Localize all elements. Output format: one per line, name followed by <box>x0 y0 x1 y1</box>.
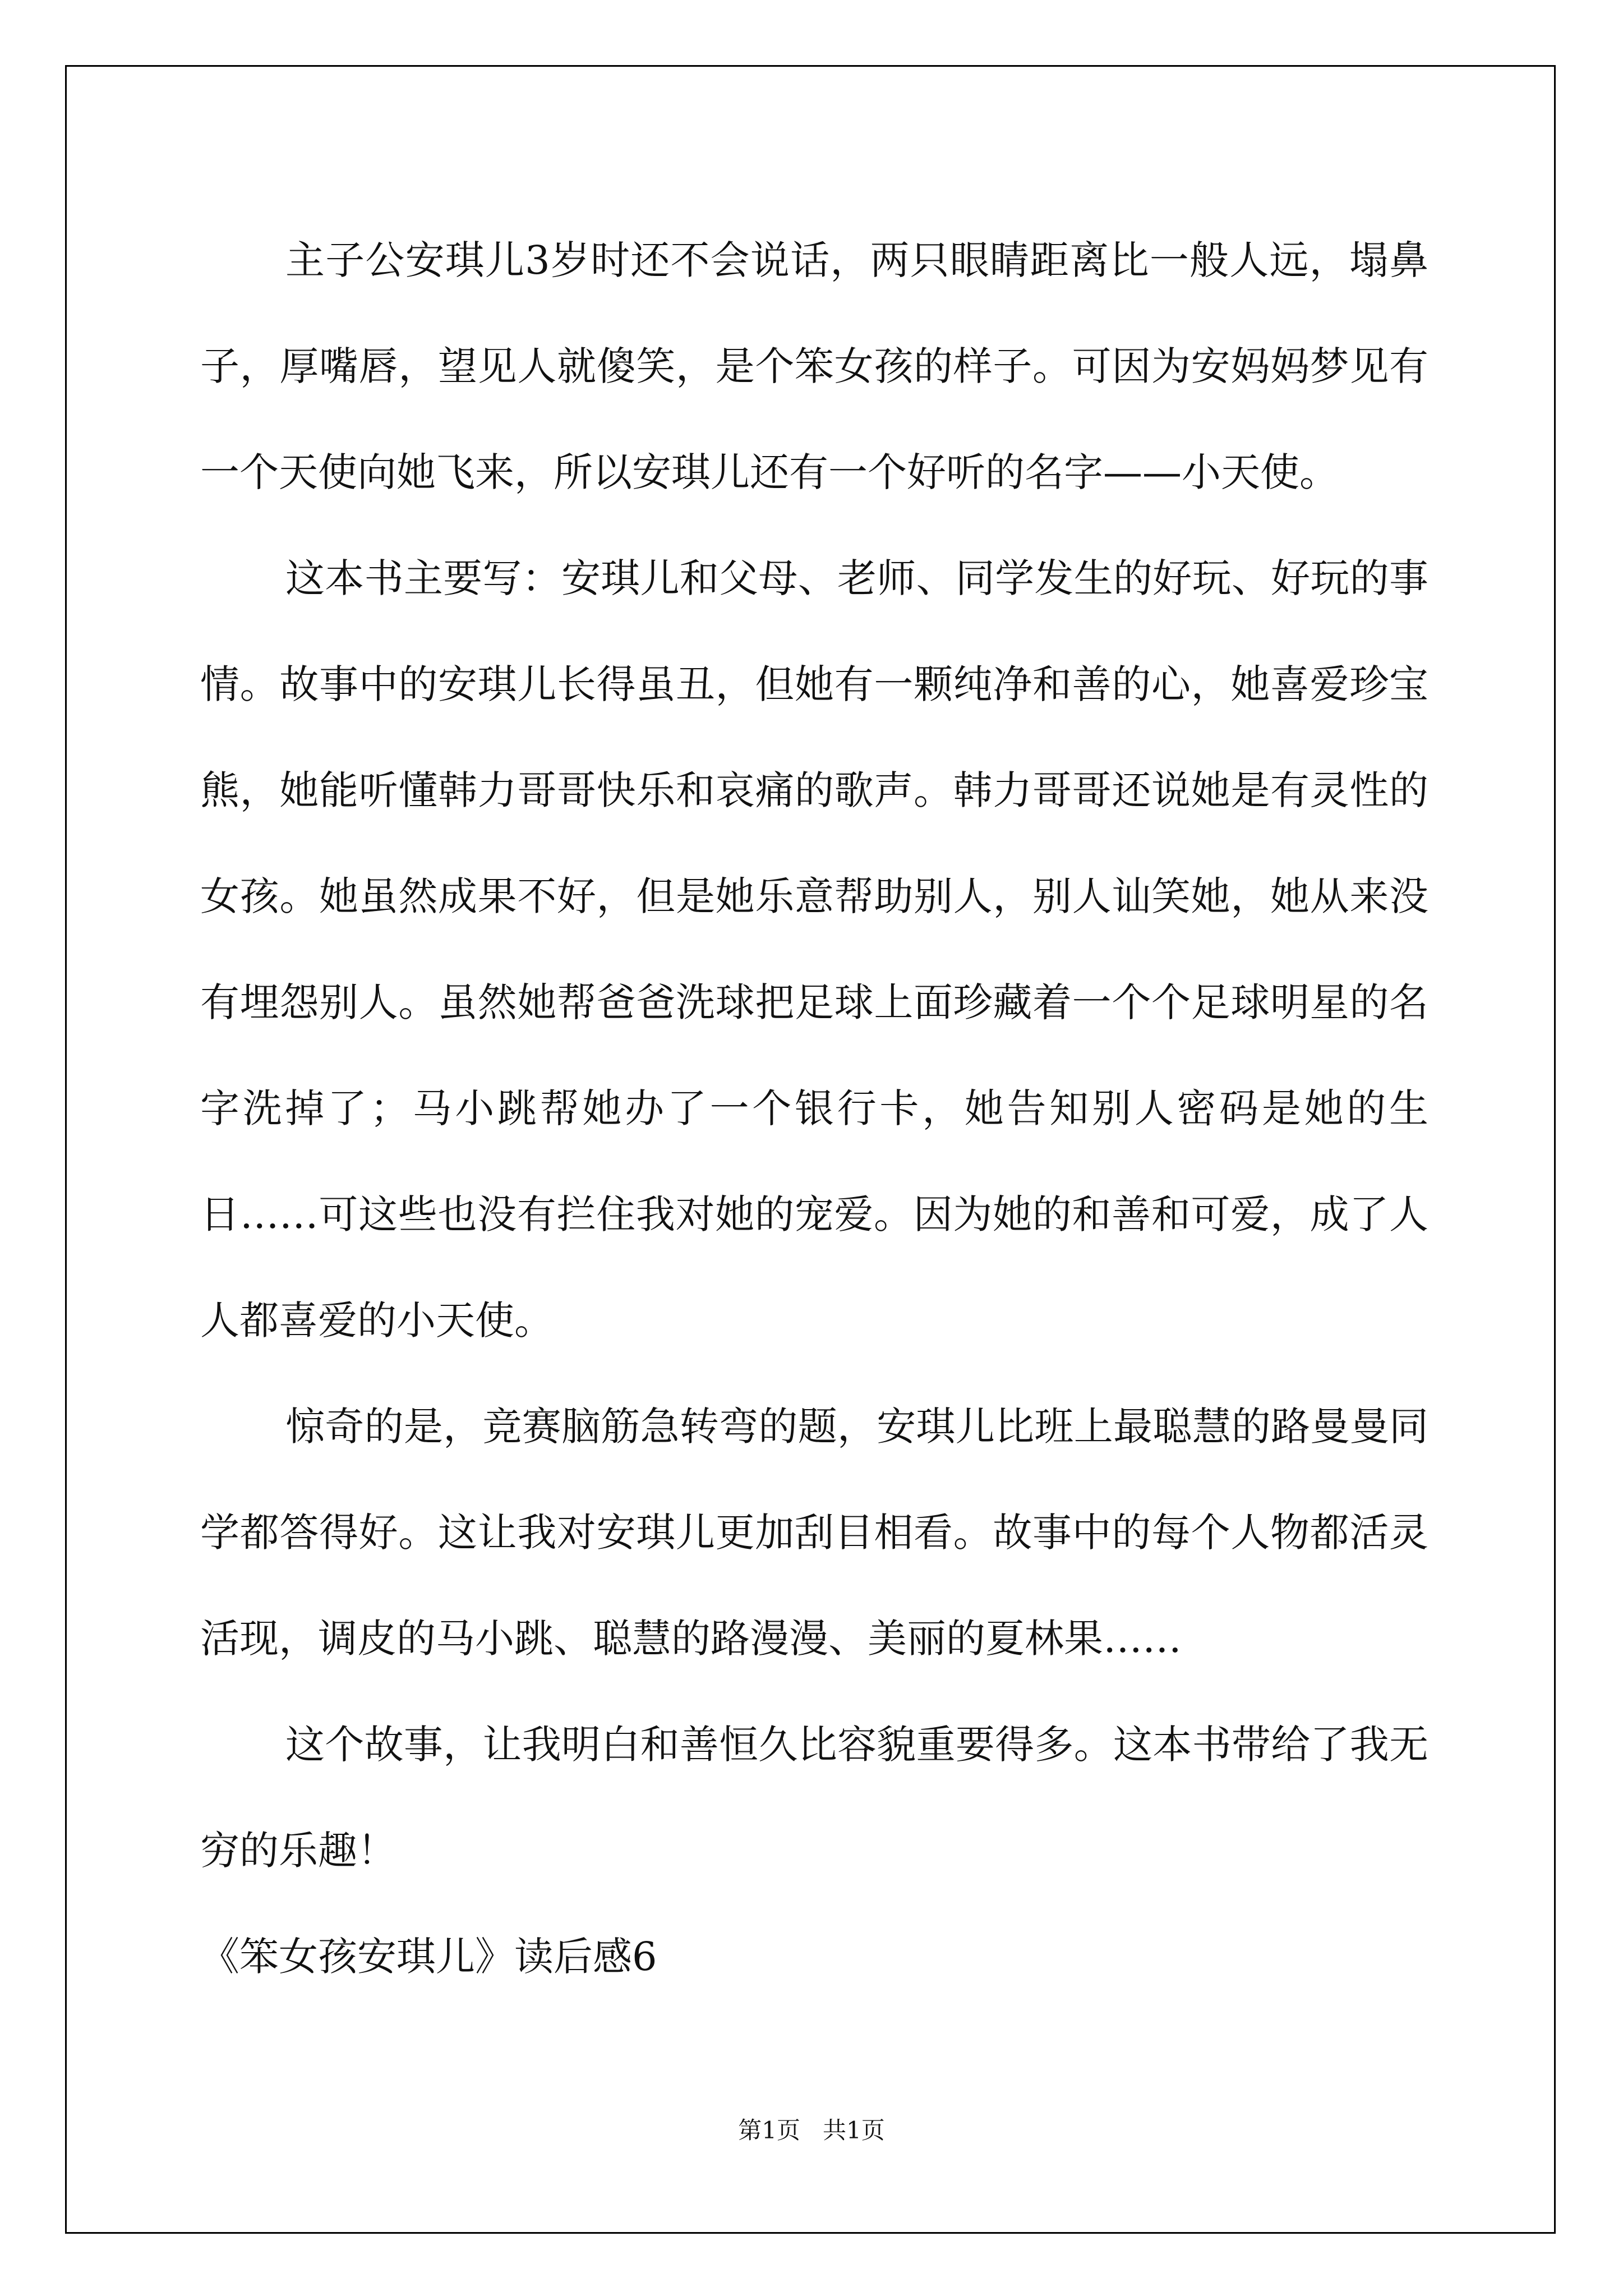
paragraph-4: 这个故事，让我明白和善恒久比容貌重要得多。这本书带给了我无穷的乐趣！ <box>200 1722 1428 1874</box>
paragraph-1: 主子公安琪儿3岁时还不会说话，两只眼睛距离比一般人远，塌鼻子，厚嘴唇，望见人就傻笑，是个笨女孩的样子。可因为安妈妈梦见有一个天使向她飞来，所以安琪儿还有一个好听的名字——小天使。 <box>200 237 1428 495</box>
paragraph-2: 这本书主要写：安琪儿和父母、老师、同学发生的好玩、好玩的事情。故事中的安琪儿长得虽丑，但她有一颗纯净和善的心，她喜爱珍宝熊，她能听懂韩力哥哥快乐和哀痛的歌声。韩力哥哥还说她是有灵性的女孩。她虽然成果不好，但是她乐意帮助别人，别人讪笑她，她从来没有埋怨别人。虽然她帮爸爸洗球把足球上面珍藏着一个个足球明星的名字洗掉了；马小跳帮她办了一个银行卡，她告知别人密码是她的生日……可这些也没有拦住我对她的宠爱。因为她的和善和可爱，成了人人都喜爱的小天使。 <box>200 555 1428 1343</box>
page-footer: 第1页 共1页 <box>738 2116 885 2144</box>
section-heading: 《笨女孩安琪儿》读后感6 <box>200 1934 657 1980</box>
document-body <box>200 208 1428 2010</box>
paragraph-3: 惊奇的是，竞赛脑筋急转弯的题，安琪儿比班上最聪慧的路曼曼同学都答得好。这让我对安琪儿更加刮目相看。故事中的每个人物都活灵活现，调皮的马小跳、聪慧的路漫漫、美丽的夏林果…… <box>200 1404 1428 1662</box>
